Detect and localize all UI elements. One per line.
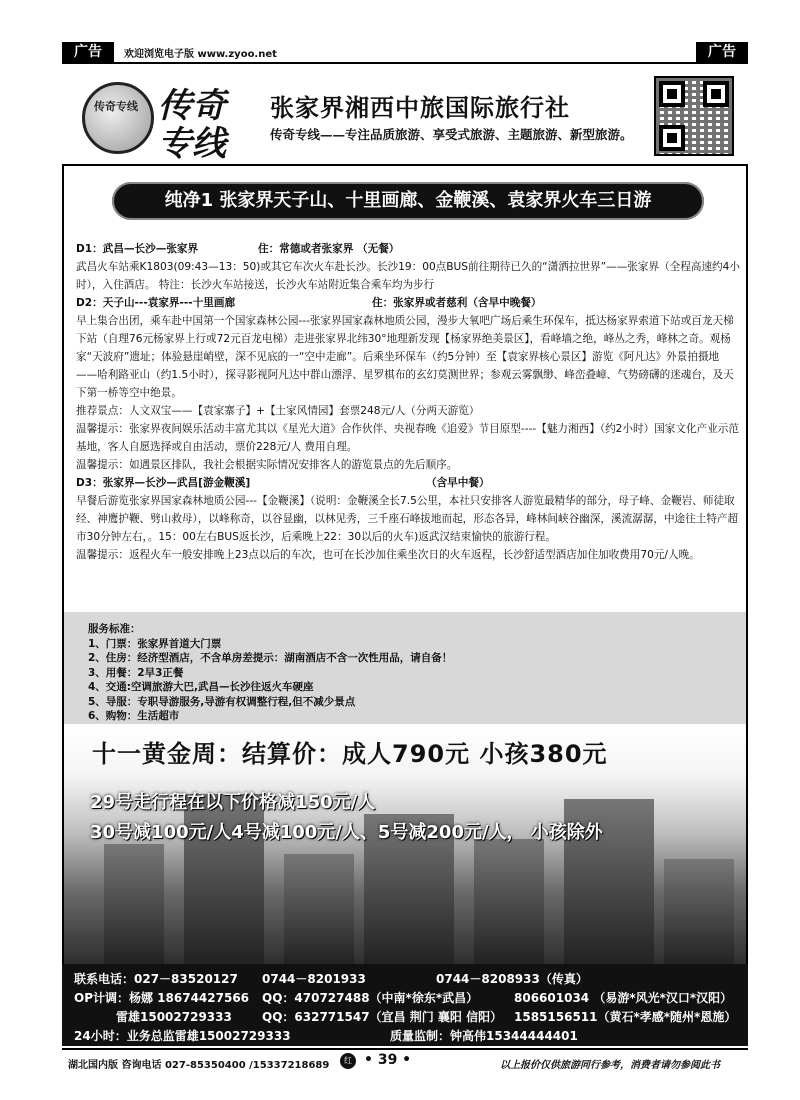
day2-body: 早上集合出团，乘车赴中国第一个国家森林公园---张家界国家森林地质公园，漫步大氧吧广场后乘生环保车，抵达杨家界索道下站或百龙天梯下站（自理76元杨家界上行或72元百龙电梯）走进张家界北纬30°地理新发现【杨家界绝美景区】，看峰墙之绝，峰丛之秀，峰林之奇。观杨家“天波府”遗址；体验悬崖峭壁，深不见底的一“空中走廊”。后乘坐环保车（约5分钟）至【袁家界核心景区】游览《阿凡达》外景拍摄地——哈利路亚山（约1.5小时），探寻影视阿凡达中群山漂浮、星罗棋布的玄幻莫测世界；参观云雾飘缈、峰峦叠嶂、气势磅礴的迷魂台，及天下第一桥等空中绝景。 [76,315,734,399]
agency-name: 张家界湘西中旅国际旅行社 [270,94,570,122]
footer-rule [62,1048,748,1050]
day1-heading: D1：武昌—长沙—张家界 住：常德或者张家界 （无餐） [76,243,400,255]
tour-title-banner: 纯净1 张家界天子山、十里画廊、金鞭溪、袁家界火车三日游 [112,182,704,220]
contact-qq-2-region: 1585156511（黄石*孝感*随州*恩施） [514,1010,737,1024]
service-item: 4、交通:空调旅游大巴,武昌—长沙往返火车硬座 [88,681,314,693]
service-item: 2、住房：经济型酒店，不含单房差提示：湖南酒店不含一次性用品，请自备！ [88,652,453,664]
service-item: 5、导服：专职导游服务,导游有权调整行程,但不减少景点 [88,695,356,708]
contact-phone-2: 0744－8201933 [262,972,366,986]
contact-block [62,964,748,1046]
contact-op: OP计调：杨娜 18674427566 [74,991,250,1005]
site-url-text: 欢迎浏览电子版 www.zyoo.net [124,49,277,60]
discount-line-1: 29号走行程在以下价格减150元/人 [90,792,376,813]
footer-left-text: 湖北国内版 咨询电话 027-85350400 /15337218689 [68,1060,330,1071]
contact-op-2: 雷雄15002729333 [116,1010,232,1024]
footer-disclaimer: 以上报价仅供旅游同行参考，消费者请勿参阅此书 [500,1060,720,1071]
day3-body: 早餐后游览张家界国家森林地质公园---【金鞭溪】（说明：金鞭溪全长7.5公里，本社只安排客人游览最精华的部分，母子峰、金鞭岩、师徒取经、神鹰护鞭、劈山救母），以峰称奇，以谷显幽，以林见秀，三千座石峰拔地而起，形态各异，峰林间峡谷幽深，溪流潺潺，中途往土特产超市30分钟左右，。15：00左右BUS返长沙，后乘晚上22：30以后的火车)返武汉结束愉快的旅游行程。 [76,495,739,543]
contact-qq-2: QQ：632771547（宜昌 荆门 襄阳 信阳） [262,1010,503,1024]
page-number: • 39 • [364,1052,412,1068]
ad-tag-right: 广告 [696,42,748,62]
day2-heading: D2：天子山---袁家界---十里画廊 住：张家界或者慈利（含早中晚餐） [76,297,542,309]
service-item: 1、门票：张家界首道大门票 [88,637,222,650]
service-title: 服务标准： [88,623,141,635]
logo-text: 传奇专线 [94,100,138,113]
ad-tag-left: 广告 [62,42,114,62]
day2-recommend: 推荐景点：人文双宝——【袁家寨子】+【土家风情园】套票248元/人（分两天游览） [76,405,480,417]
contact-fax: 0744－8208933（传真） [436,972,588,986]
agency-slogan: 传奇专线——专注品质旅游、享受式旅游、主题旅游、新型旅游。 [270,127,633,142]
day3-heading: D3：张家界—长沙—武昌[游金鞭溪] （含早中餐） [76,477,490,489]
day2-tip-queue: 温馨提示：如遇景区排队，我社会根据实际情况安排客人的游览景点的先后顺序。 [76,459,458,471]
header-rule [62,62,748,64]
brand-name-line2: 专线 [158,124,226,164]
itinerary-text [76,240,740,564]
day1-body: 武昌火车站乘K1803(09:43—13：50)或其它车次火车赴长沙。长沙19：00点BUS前往期待已久的“潇洒拉世界”——张家界（全程高速约4小时），入住酒店。 特注：长沙火车站接送，长沙火车站附近集合乘车均为步行 [76,261,740,291]
brand-name-line1: 传奇 [158,86,226,126]
day2-tip-show: 温馨提示：张家界夜间娱乐活动丰富尤其以《星光大道》合作伙伴、央视春晚《追爱》节目原型----【魅力湘西】（约2小时）国家文化产业示范基地，客人自愿选择或自由活动，票价228元/人 费用自理。 [76,423,739,453]
contact-qq-1-region: 806601034 （易游*风光*汉口*汉阳） [514,991,733,1005]
contact-phone: 联系电话：027－83520127 [74,972,238,986]
service-item: 3、用餐：2早3正餐 [88,666,184,679]
contact-qq-1: QQ：470727488（中南*徐东*武昌） [262,991,479,1005]
day3-tip: 温馨提示：返程火车一般安排晚上23点以后的车次，也可在长沙加住乘坐次日的火车返程，长沙舒适型酒店加住加收费用70元/人晚。 [76,549,700,561]
page-badge-icon: 红 [340,1053,356,1069]
logo-emblem [82,82,154,154]
contact-24h: 24小时：业务总监雷雄15002729333 [74,1029,291,1043]
service-list [88,622,452,724]
service-item: 6、购物：生活超市 [88,710,180,722]
discount-line-2: 30号减100元/人4号减100元/人、5号减200元/人， 小孩除外 [90,822,603,843]
qr-code-icon [654,76,734,156]
price-headline: 十一黄金周：结算价：成人790元 小孩380元 [92,740,608,768]
contact-quality: 质量监制：钟高伟15344444401 [390,1029,578,1043]
